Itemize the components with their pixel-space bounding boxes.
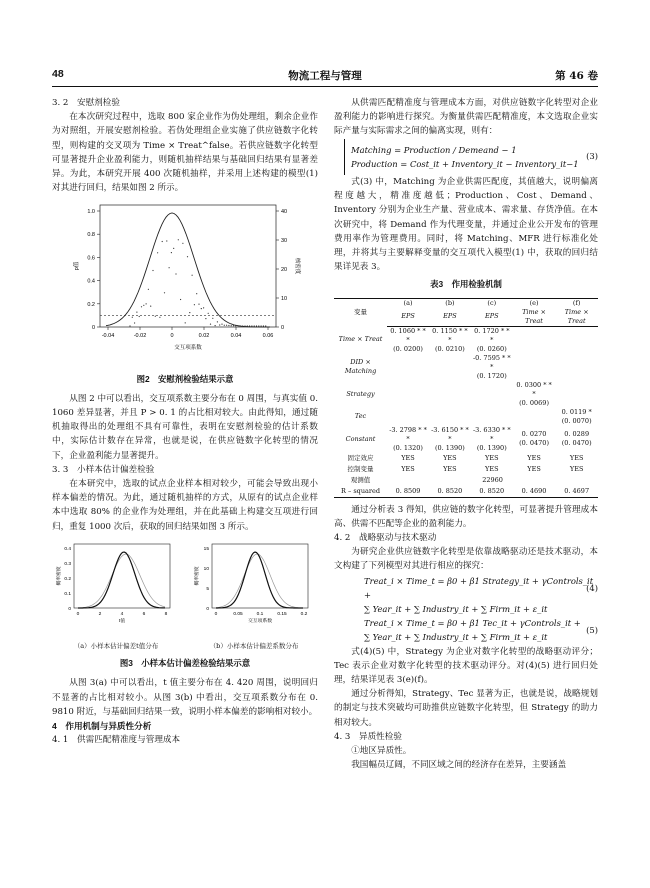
p-value-point bbox=[249, 326, 250, 327]
table-cell bbox=[555, 426, 598, 453]
p-value-point bbox=[240, 326, 241, 327]
p-value-point bbox=[219, 325, 220, 326]
table-cell-coef: 0. 0270 bbox=[521, 430, 547, 439]
equation-5-line-2: ∑ Year_it + ∑ Industry_it + ∑ Firm_it + ε_it bbox=[364, 632, 548, 643]
x-axis-label: 交互项系数 bbox=[248, 618, 272, 624]
table-cell bbox=[513, 354, 556, 381]
figure-3a-subcaption: （a）小样本估计偏差t值分布 bbox=[73, 642, 159, 651]
table-cell-se: (0. 0069) bbox=[519, 398, 549, 407]
p-value-point bbox=[226, 325, 227, 326]
right-para-1: 从供需匹配精准度与管理成本方面，对供应链数字化转型对企业盈利能力的影响进行探究。为衡量供需匹配精准度，本文选取企业实际产量与实际需求之间的偏离实现，则有： bbox=[334, 98, 598, 137]
x-axis-label: 交互项系数 bbox=[174, 345, 202, 352]
table-cell: YES bbox=[485, 453, 499, 462]
p-value-point bbox=[238, 326, 239, 327]
table-row-variable: Time × Treat bbox=[338, 335, 383, 344]
table-cell: YES bbox=[443, 464, 457, 473]
table-row-variable: 观测值 bbox=[350, 475, 371, 484]
y-tick-label: 10 bbox=[203, 566, 209, 572]
p-value-point bbox=[198, 304, 199, 305]
p-value-point bbox=[178, 240, 179, 241]
table-cell: 0. 8520 bbox=[471, 486, 513, 498]
p-value-point bbox=[171, 252, 172, 253]
table-cell bbox=[555, 408, 598, 426]
p-value-point bbox=[169, 268, 170, 269]
table-cell-coef: 0. 1060 * * * bbox=[390, 326, 426, 344]
table-cell bbox=[471, 381, 513, 408]
table-cell bbox=[387, 408, 429, 426]
x-tick-label: 0.2 bbox=[300, 611, 308, 617]
y2-tick-label: 30 bbox=[281, 238, 288, 245]
table-col-id: (e) bbox=[513, 298, 556, 308]
right-para-4: 为研究企业供应链数字化转型是依靠战略驱动还是技术驱动，本文构建了下列模型对其进行相应的探究： bbox=[334, 547, 598, 572]
p-value-point bbox=[132, 317, 133, 318]
equation-4 bbox=[334, 574, 598, 617]
density-curve bbox=[106, 213, 270, 327]
section-3-2-title: 3. 2 安慰剂检验 bbox=[52, 98, 120, 108]
x-tick-label: 0 bbox=[214, 611, 218, 617]
table-3 bbox=[334, 298, 598, 498]
x-axis-label: t值 bbox=[118, 618, 126, 624]
figure-3b bbox=[190, 538, 318, 653]
y-tick-label: 0.4 bbox=[64, 546, 71, 552]
table-cell bbox=[471, 354, 513, 381]
table-cell bbox=[471, 426, 513, 453]
p-value-point bbox=[217, 322, 218, 323]
figure-3b-plot bbox=[190, 538, 318, 634]
plot-frame bbox=[212, 544, 308, 608]
table-row bbox=[334, 326, 598, 354]
y2-axis-label: 核密度 bbox=[294, 258, 300, 275]
p-value-point bbox=[256, 326, 257, 327]
p-value-point bbox=[196, 294, 197, 295]
section-4-2-title: 4. 2 战略驱动与技术驱动 bbox=[334, 533, 437, 544]
table-cell: YES bbox=[485, 464, 499, 473]
p-value-point bbox=[201, 308, 202, 309]
y-axis-label: p值 bbox=[74, 262, 80, 271]
p-value-point bbox=[157, 253, 158, 254]
table-cell bbox=[429, 326, 471, 354]
table-cell bbox=[429, 354, 471, 381]
y2-tick-label: 0 bbox=[281, 325, 285, 332]
table-cell bbox=[513, 408, 556, 426]
x-tick-label: 0.1 bbox=[256, 611, 264, 617]
p-value-point bbox=[244, 326, 245, 327]
p-value-point bbox=[263, 326, 264, 327]
figure-3b-subcaption: （b）小样本估计偏差系数分布 bbox=[209, 642, 299, 651]
y2-tick-label: 10 bbox=[281, 296, 288, 303]
equation-4-line-1: Treat_i × Time_t = β0 + β1 Strategy_it + γControls_it + bbox=[364, 575, 594, 600]
p-value-point bbox=[187, 257, 188, 258]
page-number: 48 bbox=[52, 68, 64, 80]
x-tick-label: -0.04 bbox=[101, 333, 115, 340]
figure-2-caption: 图2 安慰剂检验结果示意 bbox=[136, 373, 234, 384]
table-col-dep: EPS bbox=[387, 308, 429, 327]
table-row-variable: Tec bbox=[354, 412, 367, 421]
y-axis-label: 概率密度 bbox=[57, 566, 62, 586]
right-para-3: 通过分析表 3 得知，供应链的数字化转型，可显著提升管理成本高、供需不匹配等企业的盈利能力。 bbox=[334, 504, 598, 529]
equation-3 bbox=[344, 139, 598, 175]
p-value-point bbox=[192, 275, 193, 276]
right-para-6: 通过分析得知，Strategy、Tec 显著为正，也就是说，战略规划的制定与技术突破均可助推供应链数字化转型，但 Strategy 的助力相对较大。 bbox=[334, 689, 598, 728]
p-value-point bbox=[173, 248, 174, 249]
table-cell: YES bbox=[401, 464, 415, 473]
p-value-point bbox=[235, 326, 236, 327]
table-row bbox=[334, 408, 598, 426]
section-3-2-para-2: 从图 2 中可以看出，交互项系数主要分布在 0 周围，与真实值 0. 1060 差异显著，并且 P > 0. 1 的占比相对较大。由此得知，通过随机抽取得出的处理组不具有可靠性，表明在安慰剂检验的估计系数中，实际估计数存在异常，也就是说，在供应链数字化转型的情况下，企业盈利能力显著提升。 bbox=[52, 393, 318, 461]
table-row bbox=[334, 486, 598, 498]
p-value-point bbox=[231, 326, 232, 327]
x-tick-label: 8 bbox=[164, 611, 168, 617]
table-cell-se: (0. 0260) bbox=[476, 344, 507, 353]
p-value-point bbox=[182, 243, 183, 244]
p-value-point bbox=[215, 325, 216, 326]
p-value-point bbox=[148, 289, 149, 290]
x-tick-label: 0 bbox=[170, 333, 174, 340]
y2-tick-label: 20 bbox=[281, 267, 288, 274]
section-4-3-item: ①地区异质性。 bbox=[351, 746, 412, 757]
right-para-7: 我国幅员辽阔，不同区域之间的经济存在差异，主要涵盖 bbox=[351, 760, 567, 771]
p-value-point bbox=[265, 326, 266, 327]
table-cell: YES bbox=[527, 464, 541, 473]
table-cell: YES bbox=[569, 464, 584, 473]
table-row-variable: 控制变量 bbox=[347, 464, 374, 473]
page-header bbox=[52, 68, 598, 84]
normal-curve bbox=[216, 554, 303, 608]
section-3-3-para-1: 在本研究中，选取的试点企业样本相对较少，可能会导致出现小样本偏差的情况。为此，通过随机抽样的方式，从原有的试点企业样本中选取 80% 的企业作为处理组，并在此基础上构建交互项进行回归，重复 1000 次后，获取的回归结果如图 3 所示。 bbox=[52, 479, 318, 532]
table-cell bbox=[387, 426, 429, 453]
p-value-point bbox=[210, 324, 211, 325]
equation-4-line-2: ∑ Year_it + ∑ Industry_it + ∑ Firm_it + ε_it bbox=[364, 604, 548, 615]
table-row bbox=[334, 354, 598, 381]
table-cell-coef: -0. 7595 * * * bbox=[472, 353, 511, 371]
right-para-2: 式(3) 中，Matching 为企业供需匹配度，其值越大，说明偏离程度越大，精准度越低；Production、Cost、Demand、Inventory 分别为企业生产量、营业成本、需求量、存货净值。在本次研究中，将 Demand 作为代理变量，并通过企业公开发布的管理费用率作为管理费用。同时，将 Matching、MFR 进行标准化处理，并将其与主要解释变量的交互项代入模型(1) 中，获取的回归结果详见表 3。 bbox=[334, 177, 598, 273]
table-cell: 22960 bbox=[482, 475, 503, 484]
table-col-dep: EPS bbox=[429, 308, 471, 327]
y-tick-label: 0 bbox=[68, 606, 71, 612]
table-cell-coef: 0. 0300 * * * bbox=[516, 380, 552, 398]
table-cell bbox=[471, 408, 513, 426]
table-cell: 0. 4690 bbox=[513, 486, 556, 498]
x-tick-label: 0.06 bbox=[262, 333, 274, 340]
x-tick-label: 6 bbox=[142, 611, 146, 617]
table-cell bbox=[555, 326, 598, 354]
x-tick-label: 0.05 bbox=[233, 611, 243, 617]
p-value-point bbox=[159, 317, 160, 318]
table-cell: YES bbox=[443, 453, 457, 462]
table-row-variable: Strategy bbox=[346, 389, 375, 398]
y-tick-label: 0.2 bbox=[64, 576, 71, 582]
y-tick-label: 0.8 bbox=[87, 232, 95, 239]
p-value-point bbox=[143, 305, 144, 306]
table-cell: YES bbox=[401, 453, 415, 462]
section-3-3-title: 3. 3 小样本估计偏差检验 bbox=[52, 464, 155, 475]
normal-curve bbox=[78, 554, 165, 608]
x-tick-label: 0 bbox=[76, 611, 80, 617]
y-tick-label: 0.1 bbox=[64, 591, 71, 597]
table-row bbox=[334, 426, 598, 453]
journal-title: 物流工程与管理 bbox=[288, 70, 362, 82]
left-column bbox=[52, 96, 318, 747]
p-value-point bbox=[261, 326, 262, 327]
table-col-id: (c) bbox=[471, 298, 513, 308]
section-3-2-para-1: 在本次研究过程中，选取 800 家企业作为伪处理组，剩余企业作为对照组，开展安慰剂检验。若伪处理组企业实施了供应链数字化转型，则构建的交叉项为 Time × Treat^false。若供应链数字化转型可显著提升企业盈利能力，则随机抽样结果与基础回归结果有显著差异。为此，本研究开展 400 次随机抽样，并采用上述构建的模型(1) 对其进行回归，结果如图 2 所示。 bbox=[52, 112, 318, 194]
p-value-point bbox=[162, 241, 163, 242]
table-cell bbox=[387, 381, 429, 408]
table-cell-se: (0. 0200) bbox=[393, 344, 423, 353]
p-value-point bbox=[208, 313, 209, 314]
p-value-point bbox=[189, 312, 190, 313]
table-cell: 0. 8509 bbox=[387, 486, 429, 498]
p-value-point bbox=[164, 293, 165, 294]
p-value-point bbox=[175, 274, 176, 275]
table-cell: 0. 8520 bbox=[429, 486, 471, 498]
y-tick-label: 0 bbox=[91, 325, 95, 332]
kernel-density-curve bbox=[216, 552, 303, 608]
table-row-variable: DID × Matching bbox=[344, 358, 377, 376]
right-para-5: 式(4)(5) 中，Strategy 为企业对数字化转型的战略驱动评分；Tec 表示企业对数字化转型的技术驱动评分。对(4)(5) 进行回归处理，结果详见表 3(e)(f)。 bbox=[334, 646, 598, 686]
table-cell: 0. 4697 bbox=[555, 486, 598, 498]
table-row-variable: 固定效应 bbox=[347, 453, 374, 462]
table-cell bbox=[513, 381, 556, 408]
y-tick-label: 0 bbox=[206, 606, 209, 612]
x-tick-label: 0.15 bbox=[277, 611, 287, 617]
table-col-id: (b) bbox=[429, 298, 471, 308]
table-cell bbox=[555, 381, 598, 408]
header-rule bbox=[52, 86, 598, 87]
table-cell-coef: -3. 6150 * * * bbox=[431, 425, 469, 443]
x-tick-label: 4 bbox=[120, 611, 124, 617]
table-cell-se: (0. 1390) bbox=[476, 443, 507, 452]
plot-frame bbox=[100, 205, 276, 327]
section-4-1-title: 4. 1 供需匹配精准度与管理成本 bbox=[52, 735, 181, 746]
table-cell-coef: 0. 0289 bbox=[564, 430, 590, 439]
p-value-point bbox=[129, 326, 130, 327]
section-3-3-para-2: 从图 3(a) 中可以看出，t 值主要分布在 4. 420 周围，说明回归不显著的占比相对较小。从图 3(b) 中看出，交互项系数分布在 0. 9810 附近，与基础回归结果一致，说明小样本偏差的影响相对较小。 bbox=[52, 678, 318, 717]
table-row bbox=[334, 453, 598, 464]
y2-tick-label: 40 bbox=[281, 209, 288, 216]
p-value-point bbox=[136, 312, 137, 313]
x-tick-label: -0.02 bbox=[133, 333, 147, 340]
volume-label: 第 46 卷 bbox=[555, 70, 598, 82]
table-row-variable: R – squared bbox=[334, 486, 387, 498]
table-row bbox=[334, 381, 598, 408]
table-cell bbox=[429, 408, 471, 426]
table-col-dep: Time × Treat bbox=[513, 308, 556, 327]
p-value-point bbox=[150, 306, 151, 307]
equation-5-line-1: Treat_i × Time_t = β0 + β1 Tec_it + γControls_it + bbox=[364, 618, 581, 629]
table-cell bbox=[471, 326, 513, 354]
y-tick-label: 0.2 bbox=[87, 302, 95, 309]
y-tick-label: 1.0 bbox=[87, 209, 95, 216]
p-value-point bbox=[254, 326, 255, 327]
p-value-point bbox=[242, 326, 243, 327]
equation-4-number: (4) bbox=[586, 582, 598, 593]
table-cell-coef: 0. 1720 * * * bbox=[474, 326, 510, 344]
equation-3-number: (3) bbox=[586, 150, 598, 161]
p-value-point bbox=[251, 326, 252, 327]
p-value-point bbox=[228, 325, 229, 326]
table-cell-se: (0. 0070) bbox=[561, 416, 592, 425]
p-value-point bbox=[141, 307, 142, 308]
equation-5 bbox=[334, 616, 598, 644]
table-col-dep: Time × Treat bbox=[555, 308, 598, 327]
table-cell-se: (0. 0210) bbox=[434, 344, 465, 353]
y-tick-label: 0.6 bbox=[87, 255, 95, 262]
table-cell-coef: 0. 0119 * bbox=[561, 407, 592, 416]
table-cell-coef: -3. 2798 * * * bbox=[389, 425, 427, 443]
table-row bbox=[334, 475, 598, 486]
p-value-point bbox=[203, 308, 204, 309]
p-value-point bbox=[152, 270, 153, 271]
x-tick-label: 0.02 bbox=[198, 333, 210, 340]
table-3-caption: 表3 作用检验机制 bbox=[430, 279, 502, 290]
table-col-id: (f) bbox=[555, 298, 598, 308]
x-tick-label: 0.04 bbox=[230, 333, 242, 340]
table-cell-coef: -3. 6330 * * * bbox=[472, 425, 511, 443]
p-value-point bbox=[185, 323, 186, 324]
p-value-point bbox=[224, 325, 225, 326]
p-value-point bbox=[247, 326, 248, 327]
y-tick-label: 15 bbox=[203, 546, 209, 552]
section-4-3-title: 4. 3 异质性检验 bbox=[334, 731, 402, 742]
figure-3a bbox=[52, 538, 180, 653]
y-tick-label: 5 bbox=[206, 586, 209, 592]
table-cell bbox=[555, 354, 598, 381]
p-value-point bbox=[205, 318, 206, 319]
table-cell bbox=[429, 381, 471, 408]
table-cell-coef: 0. 1150 * * * bbox=[432, 326, 468, 344]
y-tick-label: 0.4 bbox=[87, 279, 95, 286]
p-value-point bbox=[221, 324, 222, 325]
table-cell-se: (0. 1390) bbox=[434, 443, 465, 452]
table-cell bbox=[513, 326, 556, 354]
table-cell-se: (0. 0470) bbox=[561, 439, 592, 448]
table-col-dep: EPS bbox=[471, 308, 513, 327]
table-cell bbox=[387, 354, 429, 381]
p-value-point bbox=[212, 318, 213, 319]
kernel-density-curve bbox=[78, 552, 165, 608]
x-tick-label: 2 bbox=[98, 611, 102, 617]
table-cell bbox=[513, 426, 556, 453]
y-axis-label: 概率密度 bbox=[195, 566, 200, 586]
p-value-point bbox=[180, 299, 181, 300]
table-cell bbox=[387, 326, 429, 354]
section-4-title: 4 作用机制与异质性分析 bbox=[52, 721, 152, 732]
figure-3-caption: 图3 小样本估计偏差检验结果示意 bbox=[119, 658, 251, 669]
figure-2-plot bbox=[52, 195, 318, 363]
y-tick-label: 0.3 bbox=[64, 561, 71, 567]
table-col-id: (a) bbox=[387, 298, 429, 308]
table-cell-se: (0. 0470) bbox=[519, 439, 549, 448]
p-value-point bbox=[134, 323, 135, 324]
right-column bbox=[334, 96, 598, 773]
p-value-point bbox=[139, 316, 140, 317]
p-value-point bbox=[155, 316, 156, 317]
table-row-variable: Constant bbox=[345, 434, 376, 443]
equation-3-line-2: Production = Cost_it + Inventory_it − Inventory_it−1 bbox=[351, 158, 579, 169]
table-cell-se: (0. 1320) bbox=[393, 443, 423, 452]
equation-5-number: (5) bbox=[586, 625, 598, 636]
table-cell: YES bbox=[569, 453, 584, 462]
table-cell-se: (0. 1720) bbox=[476, 371, 507, 380]
p-value-point bbox=[146, 304, 147, 305]
p-value-point bbox=[166, 241, 167, 242]
table-cell bbox=[429, 426, 471, 453]
figure-3a-plot bbox=[52, 538, 180, 634]
table-row bbox=[334, 464, 598, 475]
p-value-point bbox=[233, 326, 234, 327]
equation-3-line-1: Matching = Production / Demeand − 1 bbox=[351, 144, 517, 155]
table-cell: YES bbox=[527, 453, 541, 462]
p-value-point bbox=[258, 326, 259, 327]
p-value-point bbox=[194, 305, 195, 306]
table-header-variable: 变量 bbox=[334, 298, 387, 326]
figure-3-panels bbox=[52, 538, 318, 653]
